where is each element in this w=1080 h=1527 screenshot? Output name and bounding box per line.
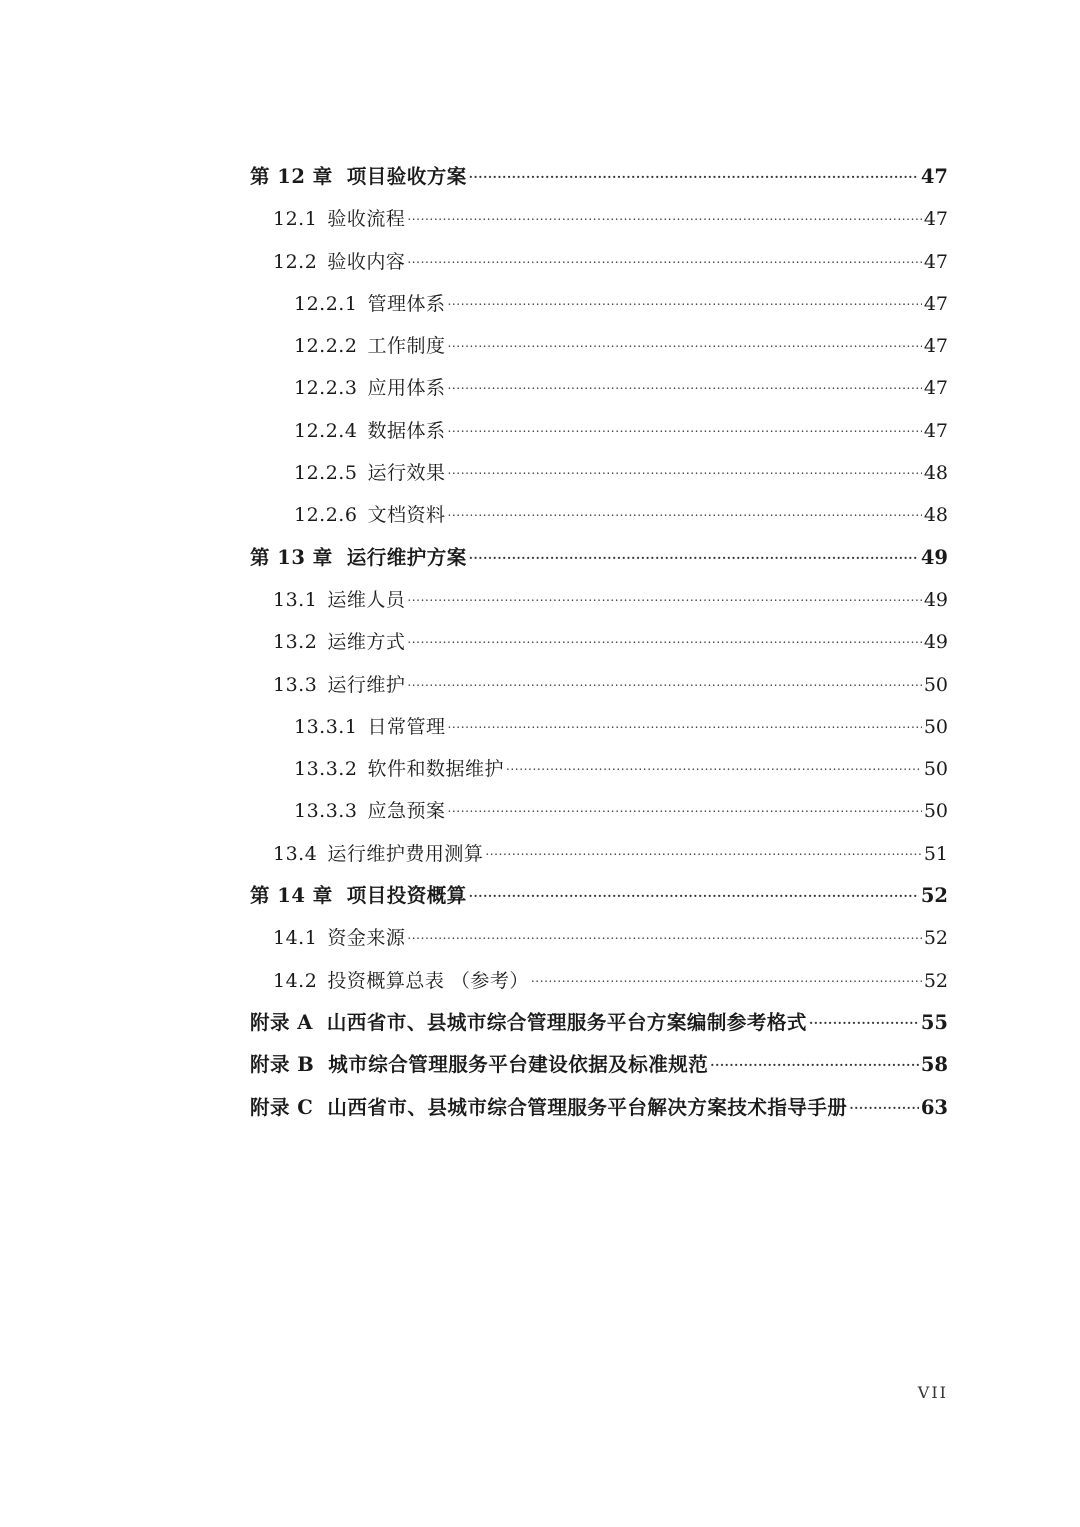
- toc-dot-leader: [447, 405, 921, 449]
- toc-dot-leader: [407, 659, 921, 703]
- toc-chapter-entry[interactable]: [250, 537, 948, 579]
- toc-entry-page: 47: [920, 165, 948, 188]
- toc-entry-title: 投资概算总表 （参考）: [327, 969, 529, 992]
- toc-entry-number: 第 14 章: [250, 884, 333, 908]
- toc-entry-number: 13.3.3: [294, 800, 358, 823]
- toc-section-entry[interactable]: [250, 621, 948, 663]
- toc-subsection-entry[interactable]: [250, 748, 948, 790]
- toc-entry-number: 附录 C: [250, 1095, 314, 1119]
- toc-dot-leader: [809, 997, 919, 1041]
- toc-entry-title: 文档资料: [367, 504, 446, 527]
- toc-subsection-entry[interactable]: [250, 283, 948, 325]
- toc-section-entry[interactable]: [250, 198, 948, 240]
- toc-entry-page: 52: [923, 927, 948, 950]
- toc-entry-page: 49: [923, 631, 948, 654]
- toc-entry-title: 山西省市、县城市综合管理服务平台解决方案技术指导手册: [327, 1095, 848, 1119]
- toc-entry-page: 48: [923, 504, 948, 527]
- toc-entry-label: [273, 621, 405, 663]
- toc-entry-title: 验收内容: [327, 250, 406, 273]
- toc-entry-title: 应用体系: [367, 377, 446, 400]
- toc-entry-label: [250, 537, 467, 579]
- toc-entry-label: [273, 579, 405, 621]
- toc-entry-title: 城市综合管理服务平台建设依据及标准规范: [328, 1053, 709, 1077]
- toc-entry-number: 14.2: [273, 969, 318, 992]
- toc-entry-number: 12.1: [273, 208, 318, 231]
- toc-dot-leader: [710, 1039, 919, 1083]
- toc-entry-page: 47: [923, 377, 948, 400]
- toc-entry-number: 第 13 章: [250, 545, 333, 569]
- toc-chapter-entry[interactable]: [250, 1087, 948, 1129]
- toc-chapter-entry[interactable]: [250, 156, 948, 198]
- toc-entry-title: 验收流程: [327, 208, 406, 231]
- toc-entry-label: [250, 1002, 807, 1044]
- toc-entry-title: 运行维护: [327, 673, 406, 696]
- toc-section-entry[interactable]: [250, 833, 948, 875]
- toc-entry-label: [273, 198, 405, 240]
- toc-entry-number: 13.2: [273, 631, 318, 654]
- toc-entry-title: 运行效果: [367, 462, 446, 485]
- toc-entry-number: 13.1: [273, 588, 318, 611]
- toc-dot-leader: [447, 489, 921, 533]
- toc-entry-number: 13.3: [273, 673, 318, 696]
- toc-entry-label: [273, 241, 405, 283]
- toc-entry-page: 52: [923, 969, 948, 992]
- toc-dot-leader: [447, 278, 921, 322]
- toc-entry-label: [294, 790, 445, 832]
- toc-entry-label: [250, 1087, 847, 1129]
- toc-entry-title: 运行维护费用测算: [327, 842, 484, 865]
- toc-entry-label: [250, 156, 467, 198]
- toc-entry-page: 50: [923, 673, 948, 696]
- toc-entry-title: 资金来源: [327, 927, 406, 950]
- toc-dot-leader: [447, 362, 921, 406]
- toc-entry-title: 工作制度: [367, 335, 446, 358]
- toc-entry-title: 项目验收方案: [346, 165, 467, 188]
- toc-dot-leader: [469, 870, 919, 914]
- toc-subsection-entry[interactable]: [250, 367, 948, 409]
- toc-dot-leader: [447, 785, 921, 829]
- toc-entry-label: [273, 917, 405, 959]
- toc-chapter-entry[interactable]: [250, 1044, 948, 1086]
- toc-subsection-entry[interactable]: [250, 452, 948, 494]
- toc-dot-leader: [407, 574, 921, 618]
- toc-dot-leader: [469, 151, 919, 195]
- toc-subsection-entry[interactable]: [250, 325, 948, 367]
- toc-dot-leader: [506, 743, 922, 787]
- toc-dot-leader: [469, 532, 919, 576]
- toc-entry-label: [294, 452, 445, 494]
- toc-entry-number: 13.3.2: [294, 758, 358, 781]
- toc-entry-label: [294, 748, 504, 790]
- toc-entry-title: 运行维护方案: [346, 545, 467, 569]
- toc-subsection-entry[interactable]: [250, 706, 948, 748]
- toc-entry-title: 管理体系: [367, 292, 446, 315]
- toc-entry-label: [294, 367, 445, 409]
- toc-entry-number: 12.2.1: [294, 292, 358, 315]
- toc-dot-leader: [407, 236, 921, 280]
- toc-entry-label: [294, 325, 445, 367]
- toc-dot-leader: [447, 701, 921, 745]
- toc-entry-number: 12.2.5: [294, 462, 358, 485]
- toc-entry-title: 软件和数据维护: [367, 758, 504, 781]
- toc-section-entry[interactable]: [250, 664, 948, 706]
- toc-chapter-entry[interactable]: [250, 875, 948, 917]
- toc-entry-number: 第 12 章: [250, 165, 333, 188]
- toc-section-entry[interactable]: [250, 579, 948, 621]
- toc-section-entry[interactable]: [250, 241, 948, 283]
- toc-entry-title: 山西省市、县城市综合管理服务平台方案编制参考格式: [326, 1010, 807, 1034]
- toc-entry-page: 50: [923, 800, 948, 823]
- toc-dot-leader: [531, 955, 922, 999]
- toc-subsection-entry[interactable]: [250, 410, 948, 452]
- toc-dot-leader: [407, 616, 921, 660]
- toc-entry-number: 附录 A: [250, 1010, 313, 1034]
- toc-entry-page: 47: [923, 292, 948, 315]
- toc-entry-page: 49: [923, 588, 948, 611]
- toc-entry-page: 55: [920, 1010, 948, 1034]
- toc-dot-leader: [849, 1082, 919, 1126]
- toc-entry-number: 12.2: [273, 250, 318, 273]
- toc-entry-title: 项目投资概算: [346, 884, 467, 908]
- toc-entry-page: 49: [920, 545, 948, 569]
- toc-entry-number: 12.2.2: [294, 335, 358, 358]
- toc-entry-label: [294, 706, 445, 748]
- toc-entry-page: 58: [920, 1053, 948, 1077]
- toc-section-entry[interactable]: [250, 917, 948, 959]
- toc-subsection-entry[interactable]: [250, 790, 948, 832]
- toc-entry-number: 12.2.4: [294, 419, 358, 442]
- toc-entry-title: 运维人员: [327, 588, 406, 611]
- toc-entry-number: 12.2.3: [294, 377, 358, 400]
- toc-entry-page: 47: [923, 208, 948, 231]
- toc-entry-page: 47: [923, 335, 948, 358]
- toc-entry-page: 51: [923, 842, 948, 865]
- toc-section-entry[interactable]: [250, 960, 948, 1002]
- toc-entry-title: 应急预案: [367, 800, 446, 823]
- toc-entry-page: 48: [923, 462, 948, 485]
- toc-entry-number: 13.3.1: [294, 715, 358, 738]
- toc-entry-label: [250, 875, 467, 917]
- toc-entry-page: 47: [923, 250, 948, 273]
- toc-entry-number: 附录 B: [250, 1053, 315, 1077]
- toc-entry-label: [294, 494, 445, 536]
- toc-subsection-entry[interactable]: [250, 494, 948, 536]
- toc-entry-title: 运维方式: [327, 631, 406, 654]
- toc-entry-title: 数据体系: [367, 419, 446, 442]
- toc-entry-page: 52: [920, 884, 948, 908]
- toc-dot-leader: [407, 912, 921, 956]
- table-of-contents: [250, 156, 948, 1129]
- toc-entry-page: 63: [920, 1095, 948, 1119]
- toc-dot-leader: [485, 828, 921, 872]
- toc-entry-number: 12.2.6: [294, 504, 358, 527]
- toc-entry-label: [294, 283, 445, 325]
- toc-entry-title: 日常管理: [367, 715, 446, 738]
- toc-entry-label: [273, 664, 405, 706]
- toc-chapter-entry[interactable]: [250, 1002, 948, 1044]
- toc-entry-number: 14.1: [273, 927, 318, 950]
- toc-entry-label: [250, 1044, 708, 1086]
- page-number: VII: [917, 1383, 948, 1402]
- toc-dot-leader: [407, 193, 921, 237]
- toc-dot-leader: [447, 447, 921, 491]
- toc-entry-label: [273, 960, 529, 1002]
- toc-entry-page: 47: [923, 419, 948, 442]
- toc-entry-page: 50: [923, 715, 948, 738]
- toc-entry-label: [273, 833, 483, 875]
- toc-entry-number: 13.4: [273, 842, 318, 865]
- toc-entry-page: 50: [923, 758, 948, 781]
- toc-entry-label: [294, 410, 445, 452]
- toc-dot-leader: [447, 320, 921, 364]
